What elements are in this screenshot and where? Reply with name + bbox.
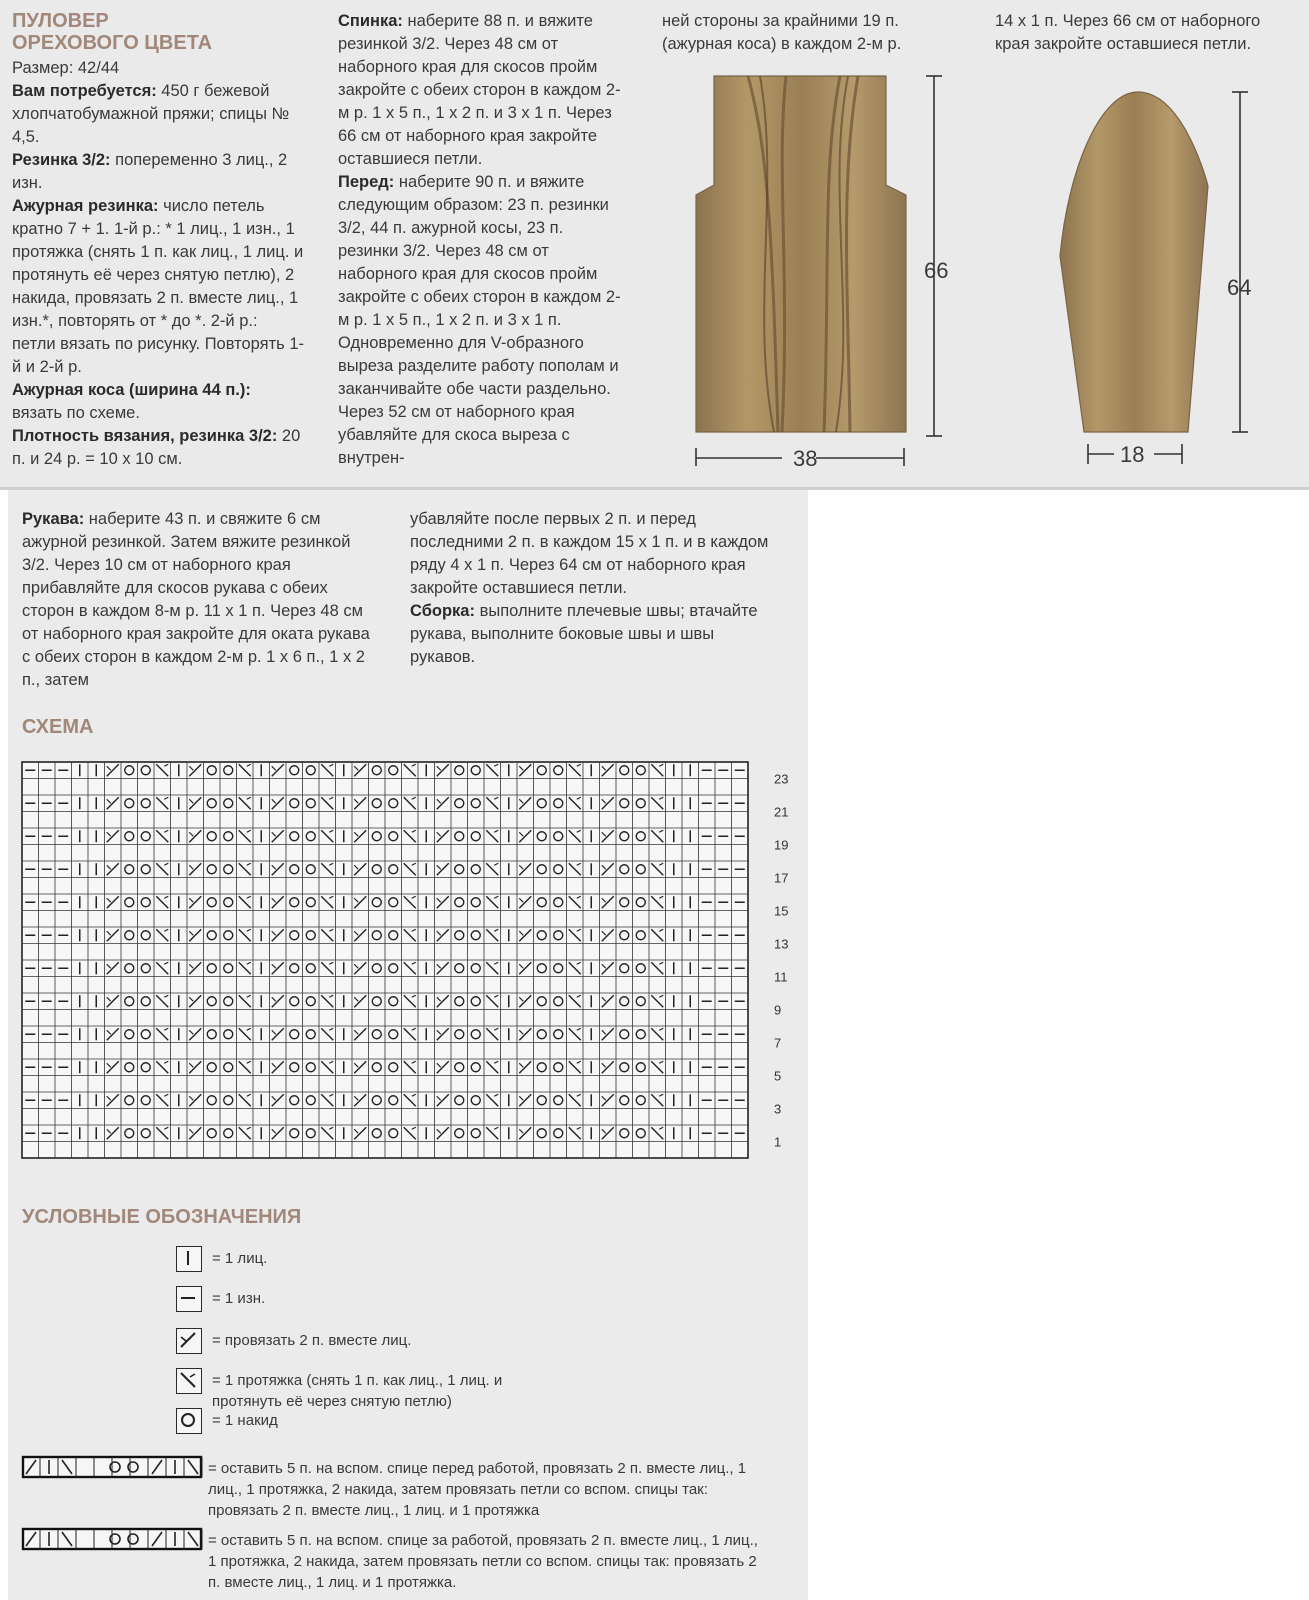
paragraph-text: наберите 90 п. и вяжите следующим образом: 23 п. резинки 3/2, 44 п. ажурной косы, 23 п. резинки 3/2. Через 48 см от наборного края для скосов пройм закройте с обеих сторон в каждом 2-м р. 1 х 5 п., 1 х 2 п. и 3 х 1 п. Одновременно для V-образного выреза разделите работу пополам и заканчивайте обе части раздельно. Через 52 см от наборного края убавляйте для скоса выреза с внутрен- xyxy=(338,173,621,467)
paragraph-label: Перед: xyxy=(338,173,395,191)
knit-icon xyxy=(176,1246,202,1272)
sleeve-height-label: 64 xyxy=(1227,275,1252,300)
row-number: 19 xyxy=(774,837,789,853)
paragraph-text: число петель кратно 7 + 1. 1-й р.: * 1 лиц., 1 изн., 1 протяжка (снять 1 п. как лиц., 1 лиц. и протянуть её через снятую петлю), 2 накида, провязать 2 п. вместе лиц., 1 изн.*, повторять от * до *. 2-й р.: петли вязать по рисунку. Повторять 1-й и 2-й р. xyxy=(12,197,305,376)
title-line: ОРЕХОВОГО ЦВЕТА xyxy=(12,32,213,54)
paragraph-text: 450 г бежевой хлопчатобумажной пряжи; спицы № 4,5. xyxy=(12,82,290,146)
paragraph-text: убавляйте после первых 2 п. и перед последними 2 п. в каждом 15 х 1 п. и в каждом ряду 4 х 1 п. Через 64 см от наборного края закройте оставшиеся петли. xyxy=(410,510,769,597)
row-number: 21 xyxy=(774,804,789,820)
row-number: 15 xyxy=(774,903,789,919)
yo-icon xyxy=(176,1408,202,1434)
col1-paragraph xyxy=(12,57,304,80)
k2tog-icon xyxy=(176,1328,202,1354)
col1-paragraph xyxy=(12,149,304,195)
sleeves-column-left xyxy=(22,508,380,692)
paragraph-text: попеременно 3 лиц., 2 изн. xyxy=(12,151,288,192)
paragraph-label: Резинка 3/2: xyxy=(12,151,111,169)
col2-paragraph xyxy=(338,10,628,171)
sleeves_right-paragraph xyxy=(410,600,772,669)
back-front-column xyxy=(338,10,628,470)
paragraph-label: Спинка: xyxy=(338,12,403,30)
sleeve-width-label: 18 xyxy=(1120,442,1145,467)
paragraph-label: Вам потребуется: xyxy=(12,82,157,100)
paragraph-label: Плотность вязания, резинка 3/2: xyxy=(12,427,278,445)
title-line: ПУЛОВЕР xyxy=(12,10,109,32)
cable-symbol-icon xyxy=(22,1528,202,1550)
paragraph-label: Ажурная коса (ширина 44 п.): xyxy=(12,381,251,399)
row-number: 13 xyxy=(774,936,789,952)
col1-paragraph xyxy=(12,195,304,379)
sleeves_left-paragraph xyxy=(22,508,380,692)
paragraph-text: наберите 43 п. и свяжите 6 см ажурной резинкой. Затем вяжите резинкой 3/2. Через 10 см от наборного края прибавляйте для скосов рукава с обеих сторон в каждом 8-м р. 11 х 1 п. Через 48 см от наборного края закройте для оката рукава с обеих сторон в каждом 2-м р. 1 х 6 п., 1 х 2 п., затем xyxy=(22,510,370,689)
legend-title: УСЛОВНЫЕ ОБОЗНАЧЕНИЯ xyxy=(22,1206,302,1228)
schema-chart xyxy=(22,762,789,1177)
legend-text: = провязать 2 п. вместе лиц. xyxy=(212,1332,412,1349)
row-number: 11 xyxy=(774,969,788,985)
col1-paragraph xyxy=(12,425,304,471)
row-number: 3 xyxy=(774,1101,782,1117)
row-number: 9 xyxy=(774,1002,782,1018)
paragraph-label: Ажурная резинка: xyxy=(12,197,159,215)
finish-column xyxy=(995,10,1267,56)
cable-legend-text: = оставить 5 п. на вспом. спице перед работой, провязать 2 п. вместе лиц., 1 лиц., 1 протяжка, 2 накида, затем провязать петли со вспом. спицы так: провязать 2 п. вместе лиц., 1 лиц. и 1 протяжка xyxy=(208,1460,747,1519)
intro-column xyxy=(12,10,304,471)
skpo-icon xyxy=(176,1368,202,1394)
cable-legend-text: = оставить 5 п. на вспом. спице за работой, провязать 2 п. вместе лиц., 1 лиц., 1 протяжка, 2 накида, затем провязать петли со вспом. спицы так: провязать 2 п. вместе лиц., 1 лиц. и 1 протяжка. xyxy=(208,1532,758,1591)
front-continuation: ней стороны за крайними 19 п. (ажурная коса) в каждом 2-м р. xyxy=(662,12,902,53)
schema-title: СХЕМА xyxy=(22,716,94,738)
col1-paragraph xyxy=(12,379,304,425)
paragraph-text: 20 п. и 24 р. = 10 х 10 см. xyxy=(12,427,301,468)
paragraph-label: Сборка: xyxy=(410,602,475,620)
front-width-label: 38 xyxy=(793,446,818,471)
col1-paragraph xyxy=(12,80,304,149)
paragraph-label: Рукава: xyxy=(22,510,85,528)
paragraph-text: Размер: 42/44 xyxy=(12,59,120,77)
garment-schematics xyxy=(690,70,1290,485)
stitch-grid xyxy=(22,762,789,1172)
legend-text: = 1 протяжка (снять 1 п. как лиц., 1 лиц. и протянуть её через снятую петлю) xyxy=(212,1372,503,1410)
intro-paragraphs xyxy=(12,57,304,471)
row-number: 5 xyxy=(774,1068,782,1084)
col2-paragraph xyxy=(338,171,628,470)
paragraph-text: наберите 88 п. и вяжите резинкой 3/2. Через 48 см от наборного края для скосов пройм закройте с обеих сторон в каждом 2-м р. 1 х 5 п., 1 х 2 п. и 3 х 1 п. Через 66 см от наборного края закройте оставшиеся петли. xyxy=(338,12,621,168)
sleeves-column-right xyxy=(410,508,772,669)
front-piece xyxy=(696,76,906,432)
paragraph-text: вязать по схеме. xyxy=(12,404,140,422)
legend-text: = 1 накид xyxy=(212,1412,278,1429)
sleeve-piece xyxy=(1060,92,1208,432)
pattern-title xyxy=(12,10,304,54)
front-height-label: 66 xyxy=(924,258,949,283)
sleeves_right-paragraph xyxy=(410,508,772,600)
row-number: 7 xyxy=(774,1035,782,1051)
legend-text: = 1 лиц. xyxy=(212,1250,268,1267)
paragraph-text: выполните плечевые швы; втачайте рукава, выполните боковые швы и швы рукавов. xyxy=(410,602,758,666)
legend-text: = 1 изн. xyxy=(212,1290,266,1307)
row-number: 23 xyxy=(774,771,789,787)
back-finish: 14 х 1 п. Через 66 см от наборного края закройте оставшиеся петли. xyxy=(995,12,1261,53)
purl-icon xyxy=(176,1286,202,1312)
row-number: 17 xyxy=(774,870,789,886)
front-cont-column xyxy=(662,10,962,56)
cable-symbol-icon xyxy=(22,1456,202,1478)
row-number: 1 xyxy=(774,1134,782,1150)
